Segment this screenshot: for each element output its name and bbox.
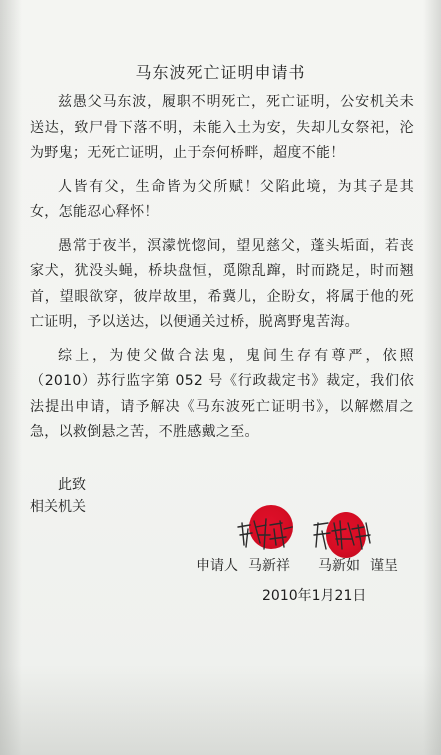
document-date: 2010年1月21日	[262, 588, 367, 604]
closing-salutation: 此致	[58, 477, 86, 493]
applicant-line	[196, 555, 398, 575]
page-shadow-bottom	[0, 665, 441, 755]
document-title: 马东波死亡证明申请书	[135, 63, 306, 82]
body-paragraph: 愚常于夜半，溟濛恍惚间，望见慈父，蓬头垢面，若丧家犬，犹没头蝇，桥块盘恒，觅隙乱蹿，时而跷足，时而翘首，望眼欲穿，彼岸故里，希冀儿，企盼女，将属于他的死亡证明，予以送达，以便通关过桥，脱离野鬼苦海。	[30, 237, 414, 330]
applicant-name: 马新如	[318, 558, 360, 574]
page-shadow-right	[423, 0, 441, 755]
body-paragraph: 综上，为使父做合法鬼，鬼间生存有尊严，依照（2010）苏行监字第 052 号《行政裁定书》裁定，我们依法提出申请，请予解决《马东波死亡证明书》，以解燃眉之急，以救倒悬之苦，不胜感戴之至。	[30, 347, 414, 440]
applicant-label: 申请人	[196, 558, 238, 574]
body-paragraph: 人皆有父，生命皆为父所赋！父陷此境，为其子是其女，怎能忍心释怀！	[30, 178, 414, 220]
document-body	[30, 90, 414, 454]
applicant-name: 马新祥	[248, 558, 290, 574]
handwritten-signatures	[230, 505, 390, 560]
recipient: 相关机关	[30, 499, 86, 515]
submit-word: 谨呈	[370, 558, 398, 574]
page-shadow-left	[0, 0, 22, 755]
body-paragraph: 兹愚父马东波，履职不明死亡，死亡证明，公安机关未送达，致尸骨下落不明，未能入土为安，失却儿女祭祀，沦为野鬼；无死亡证明，止于奈何桥畔，超度不能！	[30, 94, 414, 161]
